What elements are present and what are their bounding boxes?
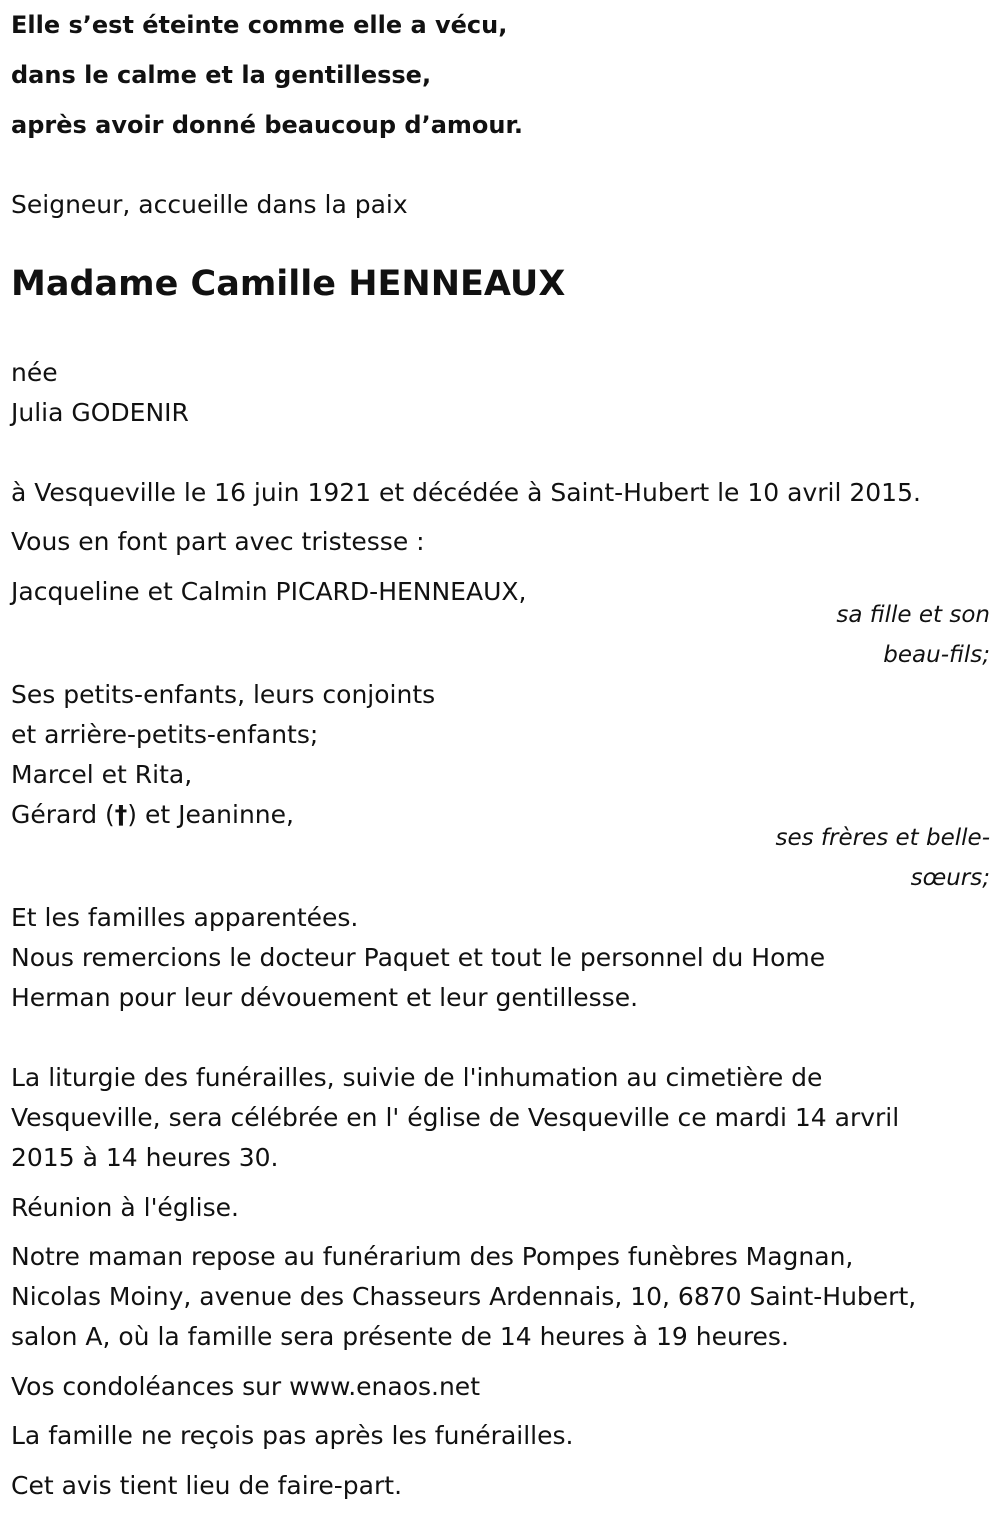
siblings-role: ses frères et belle-: [775, 825, 990, 851]
sibling: [11, 800, 294, 830]
deceased-name: Madame Camille HENNEAUX: [11, 264, 566, 304]
liturgy-line: La liturgie des funérailles, suivie de l'inhumation au cimetière de: [11, 1063, 823, 1092]
notice: Cet avis tient lieu de faire-part.: [11, 1471, 403, 1500]
rest-line: Nicolas Moiny, avenue des Chasseurs Ardennais, 10, 6870 Saint-Hubert,: [11, 1282, 917, 1311]
no-reception: La famille ne reçois pas après les funérailles.: [11, 1421, 574, 1450]
prayer: Seigneur, accueille dans la paix: [11, 190, 408, 219]
daughter: Jacqueline et Calmin PICARD-HENNEAUX,: [11, 577, 527, 606]
cross-icon: †: [114, 800, 128, 829]
sibling: Marcel et Rita,: [11, 760, 193, 789]
sibling-name: Gérard (: [11, 800, 115, 829]
meeting: Réunion à l'église.: [11, 1193, 239, 1222]
epitaph-line: après avoir donné beaucoup d’amour.: [11, 111, 524, 139]
epitaph-line: Elle s’est éteinte comme elle a vécu,: [11, 11, 508, 39]
epitaph-line: dans le calme et la gentillesse,: [11, 61, 432, 89]
liturgy-line: 2015 à 14 heures 30.: [11, 1143, 279, 1172]
rest-line: salon A, où la famille sera présente de 14 heures à 19 heures.: [11, 1322, 789, 1351]
daughter-role: beau-fils;: [883, 642, 990, 668]
thanks-line: Herman pour leur dévouement et leur gentillesse.: [11, 983, 639, 1012]
rest-line: Notre maman repose au funérarium des Pompes funèbres Magnan,: [11, 1242, 854, 1271]
birth-death: à Vesqueville le 16 juin 1921 et décédée à Saint-Hubert le 10 avril 2015.: [11, 478, 921, 507]
relatives: Et les familles apparentées.: [11, 903, 359, 932]
thanks-line: Nous remercions le docteur Paquet et tout le personnel du Home: [11, 943, 826, 972]
announcement: Vous en font part avec tristesse :: [11, 527, 425, 556]
grandchildren: et arrière-petits-enfants;: [11, 720, 319, 749]
daughter-role: sa fille et son: [836, 602, 990, 628]
born-label: née: [11, 358, 58, 387]
siblings-role: sœurs;: [910, 865, 990, 891]
grandchildren: Ses petits-enfants, leurs conjoints: [11, 680, 436, 709]
maiden-name: Julia GODENIR: [11, 398, 189, 427]
condolences: Vos condoléances sur www.enaos.net: [11, 1372, 480, 1401]
liturgy-line: Vesqueville, sera célébrée en l' église de Vesqueville ce mardi 14 arvril: [11, 1103, 900, 1132]
sibling-name: ) et Jeaninne,: [127, 800, 294, 829]
